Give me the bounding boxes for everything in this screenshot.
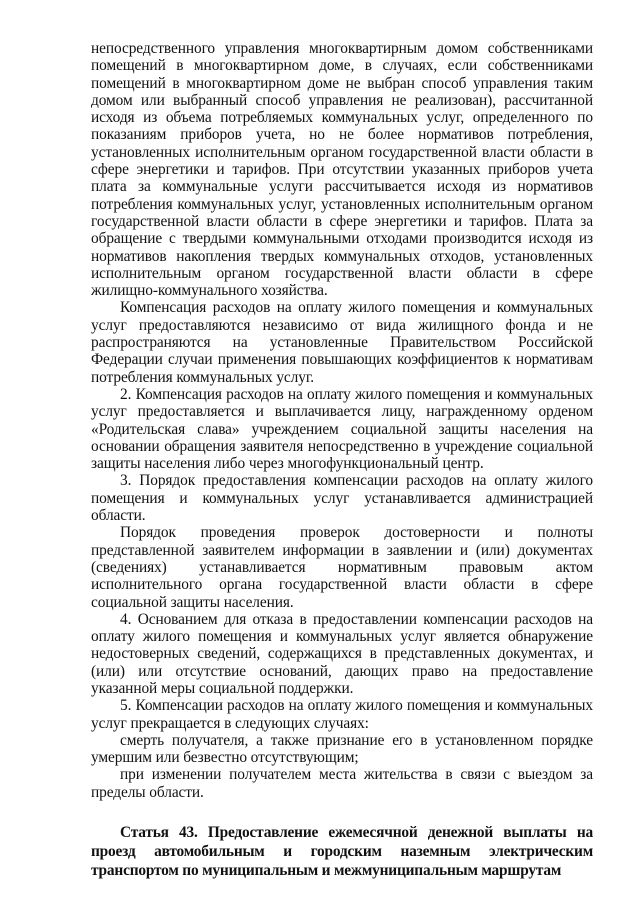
paragraph-case-death: смерть получателя, а также признание его в установленном порядке умершим или безвестно отсутствующим; bbox=[91, 731, 593, 767]
article-heading: Статья 43. Предоставление ежемесячной денежной выплаты на проезд автомобильным и городским наземным электрическим транспортом по муниципальным и межмуниципальным маршрутам bbox=[91, 824, 593, 880]
paragraph-compensation-independence: Компенсация расходов на оплату жилого помещения и коммунальных услуг предоставляются независимо от вида жилищного фонда и не распространяются на установленные Правительством Российской Федерации случаи применения повышающих коэффициентов к нормативам потребления коммунальных услуг. bbox=[91, 299, 593, 386]
document-page bbox=[91, 40, 593, 880]
paragraph-item-3: 3. Порядок предоставления компенсации расходов на оплату жилого помещения и коммунальных услуг устанавливается администрацией области. bbox=[91, 472, 593, 525]
paragraph-item-4: 4. Основанием для отказа в предоставлении компенсации расходов на оплату жилого помещения и коммунальных услуг является обнаружение недостоверных сведений, содержащихся в представленных документах, и (или) или отсутствие оснований, дающих право на предоставление указанной меры социальной поддержки. bbox=[91, 610, 593, 697]
paragraph-item-5: 5. Компенсации расходов на оплату жилого помещения и коммунальных услуг прекращается в следующих случаях: bbox=[91, 697, 593, 732]
section-spacer bbox=[91, 801, 593, 823]
paragraph-continuation: непосредственного управления многоквартирным домом собственниками помещений в многоквартирном доме, в случаях, если собственниками помещений в многоквартирном доме не выбран способ управления таким домом или выбранный способ управления не реализован), рассчитанной исходя из объема потребляемых коммунальных услуг, определенного по показаниям приборов учета, но не более нормативов потребления, установленных исполнительным органом государственной власти области в сфере энергетики и тарифов. При отсутствии указанных приборов учета плата за коммунальные услуги рассчитывается исходя из нормативов потребления коммунальных услуг, установленных исполнительным органом государственной власти области в сфере энергетики и тарифов. Плата за обращение с твердыми коммунальными отходами производится исходя из нормативов накопления твердых коммунальных отходов, установленных исполнительным органом государственной власти области в сфере жилищно-коммунального хозяйства. bbox=[91, 40, 593, 300]
paragraph-verification-procedure: Порядок проведения проверок достоверности и полноты представленной заявителем информации в заявлении и (или) документах (сведениях) устанавливается нормативным правовым актом исполнительного органа государственной власти области в сфере социальной защиты населения. bbox=[91, 524, 593, 611]
paragraph-case-relocation: при изменении получателем места жительства в связи с выездом за пределы области. bbox=[91, 766, 593, 801]
paragraph-item-2: 2. Компенсация расходов на оплату жилого помещения и коммунальных услуг предоставляется и выплачивается лицу, награжденному орденом «Родительская слава» учреждением социальной защиты населения на основании обращения заявителя непосредственно в учреждение социальной защиты населения либо через многофункциональный центр. bbox=[91, 385, 593, 473]
